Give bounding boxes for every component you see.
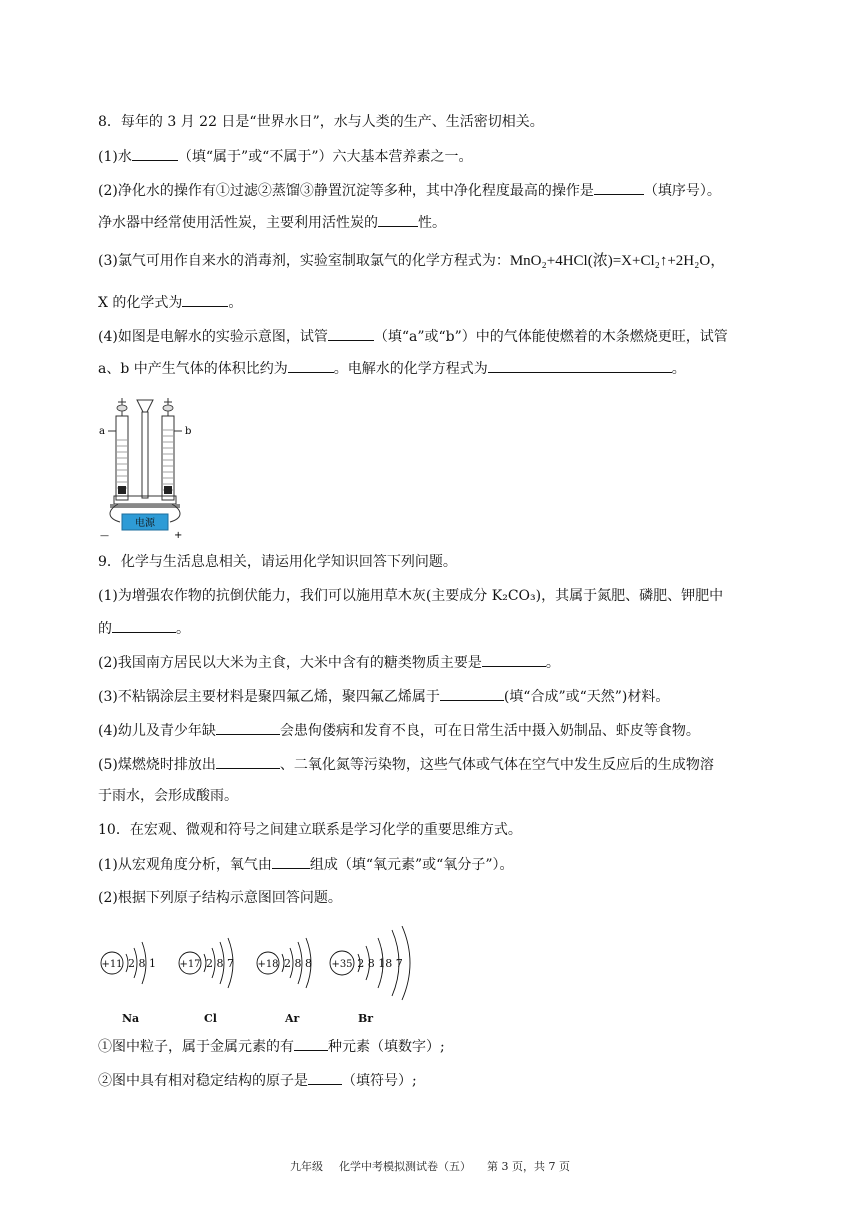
q8-part3-cont	[98, 292, 242, 313]
q8-p4-text2: （填“a”或“b”）中的气体能使燃着的木条燃烧更旺，试管	[373, 329, 728, 345]
answer-blank[interactable]	[272, 854, 310, 869]
q8-part2-cont	[98, 212, 446, 233]
answer-blank[interactable]	[216, 754, 280, 769]
q8-p2-text3: 净水器中经常使用活性炭，主要利用活性炭的	[98, 215, 378, 231]
q8-part2	[98, 180, 721, 201]
cl-nucleus: +17	[179, 959, 201, 970]
q8-p3-text: (3)氯气可用作自来水的消毒剂，实验室制取氯气的化学方程式为：	[98, 253, 510, 269]
atom-symbol-br: Br	[358, 1012, 374, 1025]
q8-p2-text4: 性。	[418, 215, 446, 231]
answer-blank[interactable]	[488, 358, 672, 373]
atom-br-diagram	[330, 926, 410, 1000]
q8-p4-text: (4)如图是电解水的实验示意图，试管	[98, 329, 328, 345]
tube-b-label: b	[185, 426, 192, 437]
q9-p5-text: (5)煤燃烧时排放出	[98, 757, 216, 773]
q8-part1	[98, 146, 472, 167]
q10-stem: 10．在宏观、微观和符号之间建立联系是学习化学的重要思维方式。	[98, 822, 522, 838]
q10-part2: (2)根据下列原子结构示意图回答问题。	[98, 890, 342, 906]
q8-stem: 8．每年的 3 月 22 日是“世界水日”，水与人类的生产、生活密切相关。	[98, 114, 544, 130]
q10-sub2	[98, 1070, 417, 1091]
atom-symbol-na: Na	[122, 1012, 140, 1025]
q8-p3-text2: X 的化学式为	[98, 295, 183, 311]
answer-blank[interactable]	[378, 212, 418, 227]
q8-part3	[98, 251, 725, 271]
q10-sub1	[98, 1036, 445, 1057]
footer-title: 化学中考模拟测试卷（五）	[339, 1160, 471, 1173]
q9-p3-text2: (填“合成”或“天然”)材料。	[503, 689, 670, 705]
atom-symbol-ar: Ar	[285, 1012, 300, 1025]
answer-blank[interactable]	[482, 652, 546, 667]
q9-part2	[98, 652, 560, 673]
q10-s1-text: ①图中粒子，属于金属元素的有	[98, 1039, 294, 1055]
q9-part5	[98, 754, 714, 775]
q8-p1-text: (1)水	[98, 149, 132, 165]
br-shells: 2 8 18 7	[357, 957, 403, 970]
electrolysis-apparatus-figure	[96, 390, 206, 540]
minus-sign: —	[100, 531, 109, 540]
q8-part4	[98, 326, 728, 347]
q10-p1-text: (1)从宏观角度分析，氧气由	[98, 857, 272, 873]
atom-na-diagram	[101, 942, 156, 984]
q9-p4-text: (4)幼儿及青少年缺	[98, 723, 216, 739]
power-source-label: 电源	[135, 518, 155, 529]
q9-p1-text2: 的	[98, 621, 112, 637]
q9-p5-text2: 、二氧化氮等污染物，这些气体或气体在空气中发生反应后的生成物溶	[279, 757, 714, 773]
answer-blank[interactable]	[294, 1036, 328, 1051]
q9-p3-text: (3)不粘锅涂层主要材料是聚四氟乙烯，聚四氟乙烯属于	[98, 689, 440, 705]
answer-blank[interactable]	[132, 146, 178, 161]
ar-shells: 2 8 8	[284, 957, 312, 970]
na-nucleus: +11	[101, 959, 123, 970]
q8-p4-text4: 。电解水的化学方程式为	[333, 361, 488, 377]
page-footer	[0, 1158, 860, 1174]
q10-s1-text2: 种元素（填数字）;	[328, 1039, 445, 1055]
answer-blank[interactable]	[112, 618, 176, 633]
q10-part1	[98, 854, 513, 875]
q9-p1-text3: 。	[176, 621, 190, 637]
atom-symbol-cl: Cl	[204, 1012, 217, 1025]
answer-blank[interactable]	[288, 358, 334, 373]
answer-blank[interactable]	[594, 180, 644, 195]
chlorine-equation: MnO₂+4HCl(浓)=X+Cl₂↑+2H₂O，	[509, 253, 726, 269]
q9-part1	[98, 586, 723, 606]
q8-p1-text2: （填“属于”或“不属于”）六大基本营养素之一。	[177, 149, 473, 165]
q8-part4-cont	[98, 358, 686, 379]
atom-cl-diagram	[179, 938, 234, 988]
q10-s2-text2: （填符号）;	[342, 1073, 417, 1089]
atomic-structure-diagrams	[96, 926, 426, 1006]
q10-s2-text: ②图中具有相对稳定结构的原子是	[98, 1073, 308, 1089]
q9-stem: 9．化学与生活息息相关，请运用化学知识回答下列问题。	[98, 554, 457, 570]
q8-p2-text2: （填序号）。	[643, 183, 721, 199]
cl-shells: 2 8 7	[206, 957, 234, 970]
q8-p2-text: (2)净化水的操作有①过滤②蒸馏③静置沉淀等多种，其中净化程度最高的操作是	[98, 183, 594, 199]
q9-part5-cont: 于雨水，会形成酸雨。	[98, 788, 238, 804]
atom-ar-diagram	[257, 938, 312, 988]
answer-blank[interactable]	[182, 292, 228, 307]
answer-blank[interactable]	[440, 686, 504, 701]
tube-a-label: a	[99, 426, 105, 437]
answer-blank[interactable]	[328, 326, 374, 341]
q9-part1-cont	[98, 618, 190, 639]
footer-grade: 九年级	[290, 1160, 323, 1173]
br-nucleus: +35	[331, 959, 353, 970]
plus-sign: +	[174, 530, 183, 540]
answer-blank[interactable]	[308, 1070, 342, 1085]
q9-p2-text2: 。	[545, 655, 560, 671]
answer-blank[interactable]	[216, 720, 280, 735]
q9-part3	[98, 686, 669, 707]
na-shells: 2 8 1	[128, 957, 156, 970]
footer-page-number: 第 3 页，共 7 页	[487, 1160, 570, 1173]
ar-nucleus: +18	[257, 959, 279, 970]
q9-part4	[98, 720, 700, 741]
q8-p3-text3: 。	[228, 295, 243, 311]
q9-p2-text: (2)我国南方居民以大米为主食，大米中含有的糖类物质主要是	[98, 655, 482, 671]
q10-p1-text2: 组成（填“氧元素”或“氧分子”）。	[309, 857, 514, 873]
q8-p4-text3: a、b 中产生气体的体积比约为	[98, 361, 288, 377]
q9-p1-text: (1)为增强农作物的抗倒伏能力，我们可以施用草木灰(主要成分 K₂CO₃)，其属于氮肥、磷肥、钾肥中	[98, 588, 724, 604]
q8-p4-text5: 。	[671, 361, 686, 377]
q9-p4-text2: 会患佝偻病和发育不良，可在日常生活中摄入奶制品、虾皮等食物。	[279, 723, 700, 739]
